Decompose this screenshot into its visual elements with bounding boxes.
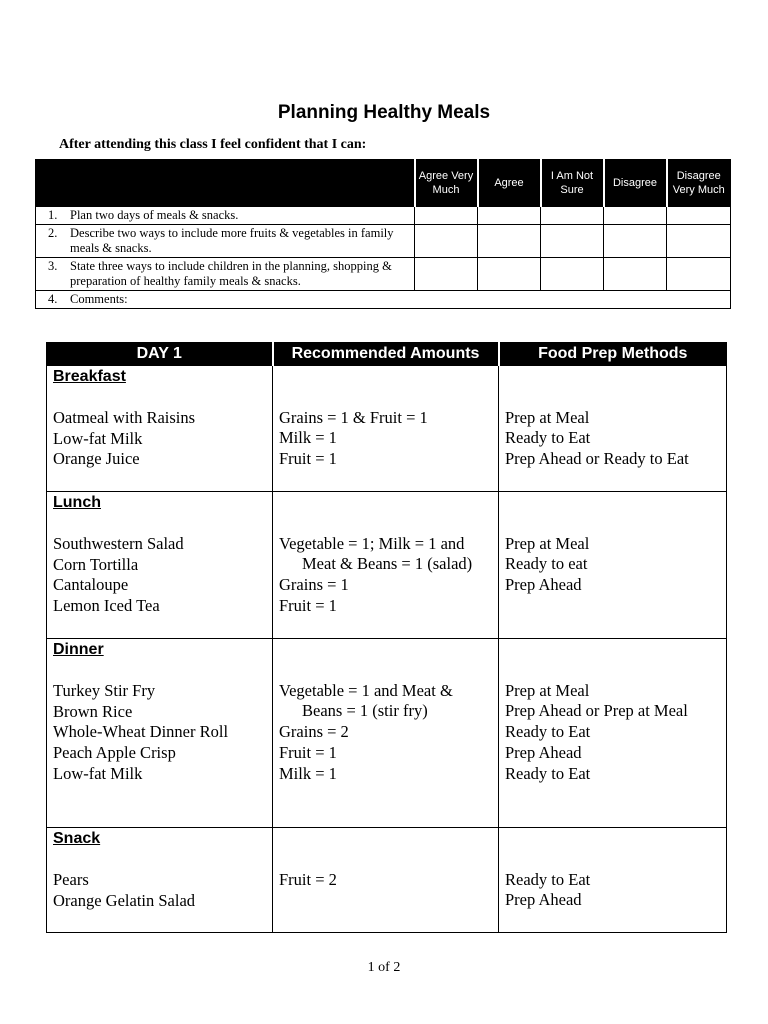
methods-cell xyxy=(499,639,727,828)
food-item: Peach Apple Crisp xyxy=(53,743,176,763)
rating-cell[interactable] xyxy=(478,207,541,225)
method-item: Prep Ahead or Prep at Meal xyxy=(505,701,688,721)
rating-cell[interactable] xyxy=(667,258,731,291)
amounts-cell xyxy=(273,366,499,492)
amounts-cell xyxy=(273,828,499,933)
method-item: Prep Ahead xyxy=(505,575,582,595)
food-item: Low-fat Milk xyxy=(53,763,143,783)
survey-table xyxy=(35,159,731,309)
question-number: 4. xyxy=(48,292,58,306)
meal-plan-table xyxy=(46,342,727,933)
question-number: 1. xyxy=(48,208,58,222)
header-agree: Agree xyxy=(478,160,541,207)
food-item: Whole-Wheat Dinner Roll xyxy=(53,722,229,742)
rating-cell[interactable] xyxy=(604,225,667,258)
amount-item: Grains = 1 xyxy=(279,575,349,595)
header-disagree: Disagree xyxy=(604,160,667,207)
meal-row-dinner xyxy=(47,639,727,828)
rating-cell[interactable] xyxy=(667,225,731,258)
rating-cell[interactable] xyxy=(541,207,604,225)
rating-cell[interactable] xyxy=(415,225,478,258)
foods-cell xyxy=(47,366,273,492)
header-day: DAY 1 xyxy=(47,343,273,366)
question-text: State three ways to include children in the planning, shopping & preparation of healthy family meals & snacks. xyxy=(70,259,392,288)
method-item: Prep at Meal xyxy=(505,680,590,700)
food-item: Lemon Iced Tea xyxy=(53,596,160,616)
rating-cell[interactable] xyxy=(478,258,541,291)
survey-row-2 xyxy=(36,225,731,258)
amount-item: Grains = 2 xyxy=(279,722,349,742)
header-recommended-amounts: Recommended Amounts xyxy=(273,343,499,366)
methods-cell xyxy=(499,492,727,639)
question-text: Plan two days of meals & snacks. xyxy=(70,208,239,222)
method-item: Prep Ahead xyxy=(505,742,582,762)
food-item: Turkey Stir Fry xyxy=(53,681,156,700)
header-agree-very-much: Agree Very Much xyxy=(415,160,478,207)
header-food-prep-methods: Food Prep Methods xyxy=(499,343,727,366)
foods-cell xyxy=(47,639,273,828)
amount-item: Meat & Beans = 1 (salad) xyxy=(302,554,473,574)
comments-label: Comments: xyxy=(70,292,128,306)
amounts-cell xyxy=(273,492,499,639)
method-item: Ready to eat xyxy=(505,554,588,574)
amount-item: Grains = 1 & Fruit = 1 xyxy=(279,407,428,427)
method-item: Ready to Eat xyxy=(505,869,591,889)
meal-name-breakfast: Breakfast xyxy=(53,368,126,385)
meal-row-lunch xyxy=(47,492,727,639)
foods-cell xyxy=(47,492,273,639)
page-title: Planning Healthy Meals xyxy=(277,102,491,123)
method-item: Prep Ahead xyxy=(505,890,582,910)
survey-header-blank xyxy=(36,160,415,207)
rating-cell[interactable] xyxy=(541,258,604,291)
rating-cell[interactable] xyxy=(415,207,478,225)
methods-cell xyxy=(499,828,727,933)
meal-name-snack: Snack xyxy=(53,830,101,847)
header-not-sure: I Am Not Sure xyxy=(541,160,604,207)
amount-item: Milk = 1 xyxy=(279,763,337,783)
survey-header-row xyxy=(36,160,731,207)
meal-name-lunch: Lunch xyxy=(53,494,101,511)
food-item: Orange Gelatin Salad xyxy=(53,890,196,910)
amount-item: Beans = 1 (stir fry) xyxy=(302,701,428,721)
method-item: Prep at Meal xyxy=(505,407,590,427)
methods-cell xyxy=(499,366,727,492)
survey-intro: After attending this class I feel confident that I can: xyxy=(59,137,367,152)
method-item: Ready to Eat xyxy=(505,722,591,742)
rating-cell[interactable] xyxy=(478,225,541,258)
amount-item: Milk = 1 xyxy=(279,428,337,448)
rating-cell[interactable] xyxy=(541,225,604,258)
rating-cell[interactable] xyxy=(604,207,667,225)
food-item: Pears xyxy=(53,870,89,889)
food-item: Orange Juice xyxy=(53,449,140,469)
meal-name-dinner: Dinner xyxy=(53,641,104,658)
food-item: Oatmeal with Raisins xyxy=(53,408,196,427)
rating-cell[interactable] xyxy=(667,207,731,225)
survey-question xyxy=(36,207,415,225)
survey-question xyxy=(36,225,415,258)
question-number: 2. xyxy=(48,226,58,240)
survey-question xyxy=(36,258,415,291)
food-item: Cantaloupe xyxy=(53,575,129,595)
method-item: Ready to Eat xyxy=(505,428,591,448)
survey-row-1 xyxy=(36,207,731,225)
method-item: Ready to Eat xyxy=(505,763,591,783)
meal-row-snack xyxy=(47,828,727,933)
page-number: 1 of 2 xyxy=(367,960,401,975)
amount-item: Fruit = 1 xyxy=(279,449,337,469)
rating-cell[interactable] xyxy=(604,258,667,291)
food-item: Low-fat Milk xyxy=(53,428,143,448)
amount-item: Fruit = 2 xyxy=(279,869,337,889)
amount-item: Fruit = 1 xyxy=(279,742,337,762)
foods-cell xyxy=(47,828,273,933)
amounts-cell xyxy=(273,639,499,828)
meal-header-row xyxy=(47,343,727,366)
food-item: Brown Rice xyxy=(53,701,133,721)
header-disagree-very-much: Disagree Very Much xyxy=(667,160,731,207)
survey-row-3 xyxy=(36,258,731,291)
amount-item: Vegetable = 1 and Meat & xyxy=(279,680,453,700)
food-item: Southwestern Salad xyxy=(53,534,184,553)
amount-item: Vegetable = 1; Milk = 1 and xyxy=(279,533,465,553)
question-text: Describe two ways to include more fruits & vegetables in family meals & snacks. xyxy=(70,226,394,255)
survey-row-comments xyxy=(36,291,731,309)
comments-cell[interactable] xyxy=(36,291,731,309)
meal-row-breakfast xyxy=(47,366,727,492)
question-number: 3. xyxy=(48,259,58,273)
method-item: Prep Ahead or Ready to Eat xyxy=(505,449,689,469)
method-item: Prep at Meal xyxy=(505,533,590,553)
amount-item: Fruit = 1 xyxy=(279,595,337,615)
food-item: Corn Tortilla xyxy=(53,554,139,574)
rating-cell[interactable] xyxy=(415,258,478,291)
